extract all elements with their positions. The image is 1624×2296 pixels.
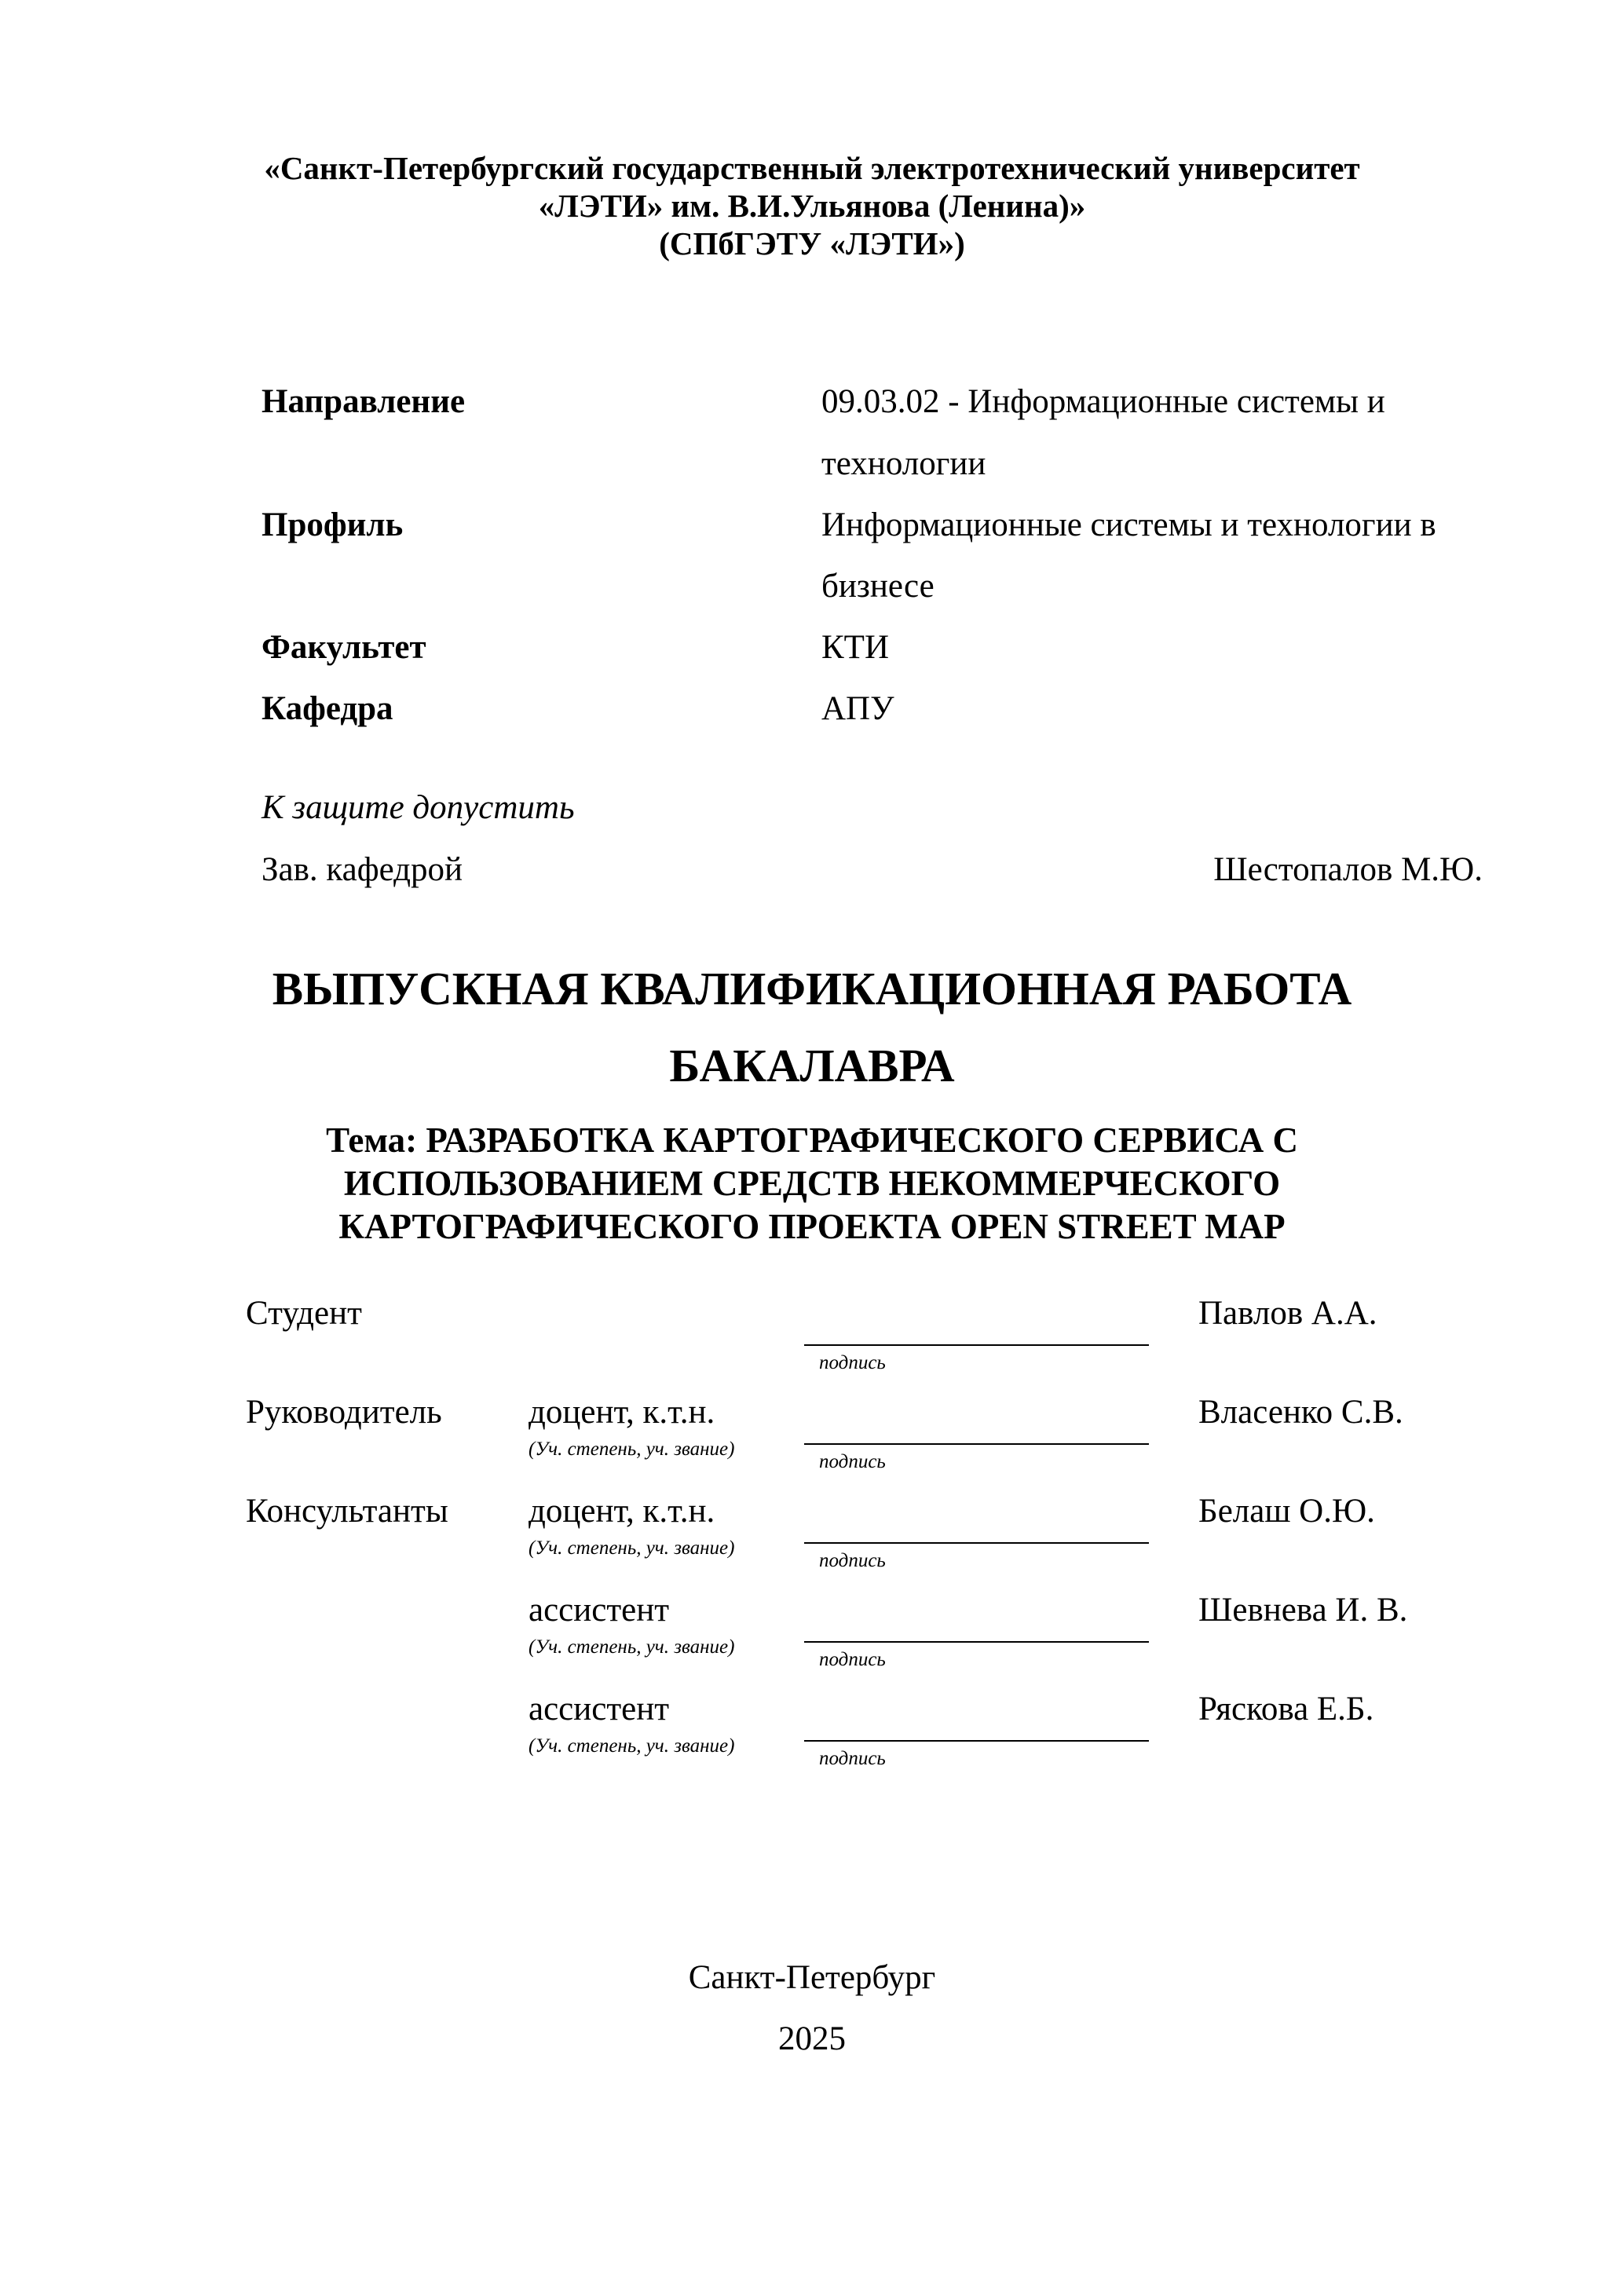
department-head-name: Шестопалов М.Ю. bbox=[1213, 851, 1483, 888]
supervisor-degree-caption: (Уч. степень, уч. звание) bbox=[529, 1439, 735, 1460]
department-label: Кафедра bbox=[262, 690, 393, 727]
university-name-line-1: «Санкт-Петербургский государственный электротехнический университет bbox=[264, 150, 1360, 186]
consultant-2-degree-caption: (Уч. степень, уч. звание) bbox=[529, 1636, 735, 1658]
topic-line-3: КАРТОГРАФИЧЕСКОГО ПРОЕКТА OPEN STREET MAP bbox=[338, 1207, 1286, 1246]
consultants-role: Консультанты bbox=[246, 1493, 448, 1530]
faculty-label: Факультет bbox=[262, 629, 426, 666]
consultant-2-degree: ассистент bbox=[529, 1592, 670, 1629]
student-signature-caption: подпись bbox=[819, 1352, 886, 1373]
topic-line-1: Тема: РАЗРАБОТКА КАРТОГРАФИЧЕСКОГО СЕРВИСА С bbox=[326, 1121, 1298, 1160]
department-value: АПУ bbox=[821, 690, 894, 727]
consultant-1-signature-caption: подпись bbox=[819, 1550, 886, 1571]
consultant-3-signature-caption: подпись bbox=[819, 1748, 886, 1769]
university-header bbox=[0, 149, 1624, 262]
department-head-row bbox=[262, 850, 1483, 889]
topic-line-2: ИСПОЛЬЗОВАНИЕМ СРЕДСТВ НЕКОММЕРЧЕСКОГО bbox=[343, 1164, 1281, 1203]
university-name-line-2: «ЛЭТИ» им. В.И.Ульянова (Ленина)» bbox=[538, 188, 1086, 224]
consultant-1-signature-line bbox=[804, 1542, 1149, 1544]
consultant-2-signature-caption: подпись bbox=[819, 1649, 886, 1670]
consultant-1-name: Белаш О.Ю. bbox=[1198, 1493, 1375, 1530]
supervisor-name: Власенко С.В. bbox=[1198, 1394, 1403, 1431]
admission-text: К защите допустить bbox=[262, 789, 575, 826]
consultant-3-degree-caption: (Уч. степень, уч. звание) bbox=[529, 1735, 735, 1757]
consultant-3-signature-line bbox=[804, 1740, 1149, 1742]
supervisor-signature-line bbox=[804, 1443, 1149, 1445]
profile-value-line-2: бизнесе bbox=[821, 568, 935, 605]
document-title-line-1: ВЫПУСКНАЯ КВАЛИФИКАЦИОННАЯ РАБОТА bbox=[272, 963, 1352, 1015]
consultant-2-name: Шевнева И. В. bbox=[1198, 1592, 1408, 1629]
supervisor-role: Руководитель bbox=[246, 1394, 442, 1431]
consultant-3-degree: ассистент bbox=[529, 1691, 670, 1727]
student-role: Студент bbox=[246, 1295, 362, 1332]
supervisor-signature-caption: подпись bbox=[819, 1451, 886, 1472]
university-abbreviation: (СПбГЭТУ «ЛЭТИ») bbox=[659, 225, 965, 261]
profile-value-line-1: Информационные системы и технологии в bbox=[821, 506, 1436, 543]
consultant-1-degree-caption: (Уч. степень, уч. звание) bbox=[529, 1537, 735, 1559]
student-signature-line bbox=[804, 1344, 1149, 1346]
direction-label: Направление bbox=[262, 383, 466, 420]
department-head-label: Зав. кафедрой bbox=[262, 851, 463, 888]
supervisor-degree: доцент, к.т.н. bbox=[529, 1394, 715, 1431]
consultant-2-signature-line bbox=[804, 1641, 1149, 1643]
consultant-1-degree: доцент, к.т.н. bbox=[529, 1493, 715, 1530]
document-title-line-2: БАКАЛАВРА bbox=[669, 1040, 955, 1091]
consultant-3-name: Ряскова Е.Б. bbox=[1198, 1691, 1374, 1727]
footer-year: 2025 bbox=[778, 2020, 846, 2057]
direction-value-line-2: технологии bbox=[821, 445, 986, 482]
student-name: Павлов А.А. bbox=[1198, 1295, 1377, 1332]
direction-value-line-1: 09.03.02 - Информационные системы и bbox=[821, 383, 1385, 420]
thesis-topic bbox=[0, 1119, 1624, 1249]
footer-city: Санкт-Петербург bbox=[688, 1959, 936, 1996]
profile-label: Профиль bbox=[262, 506, 404, 543]
faculty-value: КТИ bbox=[821, 629, 889, 666]
